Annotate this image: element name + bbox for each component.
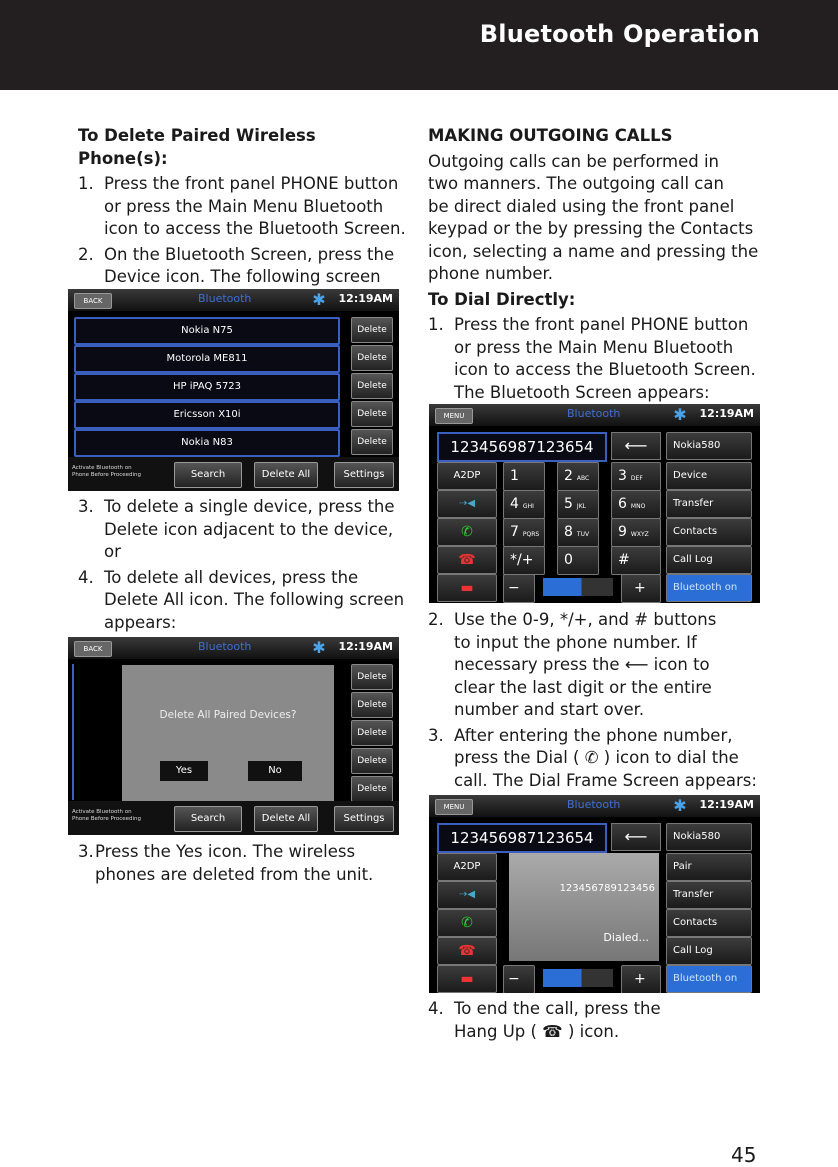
step-text: Press the front panel PHONE button [104,174,399,193]
screen-title: Bluetooth [198,640,252,653]
key-2[interactable]: 2 ABC [557,462,599,491]
volume-up-button[interactable]: + [621,574,661,603]
dial-frame-screenshot [429,795,760,993]
volume-up-button[interactable]: + [621,965,661,993]
device-name: Nokia580 [666,823,752,851]
step-number: 3. [78,497,94,516]
transfer-button[interactable]: Transfer [666,490,752,518]
dialing-number: 123456789123456 [559,883,655,894]
volume-down-button[interactable]: − [503,965,535,993]
step-text: press the Dial ( ✆ ) icon to dial the [454,748,739,767]
delete-button[interactable]: Delete [351,429,393,455]
backspace-button[interactable]: ⟵ [611,432,661,460]
step-text: To end the call, press the [454,999,661,1018]
left-step-5 [78,841,408,886]
step-text: After entering the phone number, [454,725,733,745]
delete-all-button[interactable]: Delete All [254,806,318,832]
bluetooth-icon: ✱ [312,638,326,657]
step-number: 2. [428,610,444,629]
yes-button[interactable]: Yes [160,761,208,781]
screen-topbar [68,637,399,659]
step-number: 4. [428,999,444,1018]
screen-title: Bluetooth [567,798,621,811]
intro-paragraph: Outgoing calls can be performed in two manners. The outgoing call can be direct dialed using the front panel keypad or the by pressing the Contacts icon, selecting a name and pressing the phone number. [428,151,759,283]
menu-button[interactable]: MENU [435,408,473,424]
screen-title: Bluetooth [198,292,252,305]
right-step-4 [428,998,768,1043]
volume-down-button[interactable]: − [503,574,535,603]
key-8[interactable]: 8 TUV [557,518,599,547]
screen-topbar [429,404,760,426]
bluetooth-icon: ✱ [673,405,687,424]
clock: 12:19AM [699,407,754,420]
delete-button[interactable]: Delete [351,664,393,690]
delete-all-screenshot [68,637,399,835]
step-text: to input the phone number. If [454,632,697,652]
end-call-icon[interactable]: ▬ [437,965,497,993]
device-rows-behind [72,664,124,800]
dialog-message: Delete All Paired Devices? [159,709,297,721]
right-heading: MAKING OUTGOING CALLS [428,126,673,145]
delete-button[interactable]: Delete [351,373,393,399]
step-text: Delete icon adjacent to the device, [104,519,394,539]
device-name: Nokia580 [666,432,752,460]
dialed-status: Dialed... [603,931,649,944]
backspace-button[interactable]: ⟵ [611,823,661,851]
step-text: or press the Main Menu Bluetooth [454,337,734,357]
key-6[interactable]: 6 MNO [611,490,661,519]
device-row[interactable]: Nokia N83 [74,429,340,457]
step-number: 1. [78,174,94,193]
step-text: Hang Up ( ☎ ) icon. [454,1021,620,1041]
delete-button[interactable]: Delete [351,720,393,746]
delete-button[interactable]: Delete [351,692,393,718]
settings-button[interactable]: Settings [334,462,394,488]
step-number: 3. [428,725,444,745]
step-text: call. The Dial Frame Screen appears: [454,770,757,790]
transfer-button[interactable]: Transfer [666,881,752,909]
step-text: or press the Main Menu Bluetooth [104,196,384,216]
step-text: Press the Yes icon. The wireless [95,842,356,861]
step-text: appears: [104,612,177,632]
volume-transfer-icon[interactable]: ⇢◀ [437,881,497,909]
step-text: To delete a single device, press the [104,497,395,516]
no-button[interactable]: No [248,761,302,781]
menu-button[interactable]: MENU [435,799,473,815]
step-text: clear the last digit or the entire [454,677,712,697]
page-header [0,0,838,90]
search-button[interactable]: Search [174,462,242,488]
subheading: To Dial Directly: [428,289,576,309]
right-step-2 [428,609,768,722]
delete-button[interactable]: Delete [351,776,393,802]
step-number: 4. [78,567,94,587]
step-text: icon to access the Bluetooth Screen. [104,219,406,238]
step-text: or [104,542,121,561]
right-column [428,125,768,404]
bluetooth-icon: ✱ [673,796,687,815]
left-step-4 [78,567,408,635]
step-text: Device icon. The following screen [104,267,381,286]
key-9[interactable]: 9 WXYZ [611,518,661,547]
screen-topbar [429,795,760,817]
key-5[interactable]: 5 JKL [557,490,599,519]
volume-bar [543,969,613,987]
delete-button[interactable]: Delete [351,748,393,774]
volume-transfer-icon[interactable]: ⇢◀ [437,490,497,518]
delete-all-button[interactable]: Delete All [254,462,318,488]
device-row[interactable]: Nokia N75 [74,317,340,345]
step-number: 3. [78,842,94,861]
device-row[interactable]: HP iPAQ 5723 [74,373,340,401]
dial-frame [509,853,659,961]
step-text: On the Bluetooth Screen, press the [104,244,395,264]
a2dp-button[interactable]: A2DP [437,853,497,881]
key-hash[interactable]: # [611,546,661,575]
device-button[interactable]: Device [666,462,752,490]
step-text: To delete all devices, press the [104,567,359,587]
hint-text: Activate Bluetooth on Phone Before Proceeding [72,809,142,822]
key-7[interactable]: 7 PQRS [503,518,545,547]
search-button[interactable]: Search [174,806,242,832]
hangup-icon[interactable]: ☎ [437,546,497,574]
step-number: 1. [428,315,444,334]
step-text: Use the 0-9, */+, and # buttons [454,610,717,629]
back-button[interactable]: BACK [74,293,112,309]
right-step-1 [428,314,768,404]
key-3[interactable]: 3 DEF [611,462,661,491]
contacts-button[interactable]: Contacts [666,518,752,546]
screen-topbar [68,289,399,311]
left-column-end [78,841,408,886]
call-log-button[interactable]: Call Log [666,937,752,965]
keypad-screenshot [429,404,760,603]
dial-icon[interactable]: ✆ [437,909,497,937]
left-step-3 [78,496,408,564]
key-0[interactable]: 0 [557,546,599,575]
hint-text: Activate Bluetooth on Phone Before Proceeding [72,465,142,478]
screen-bottombar [68,457,399,491]
delete-button[interactable]: Delete [351,317,393,343]
confirm-dialog [122,665,334,801]
dial-icon[interactable]: ✆ [437,518,497,546]
page-number: 45 [731,1143,757,1167]
hangup-icon[interactable]: ☎ [437,937,497,965]
key-4[interactable]: 4 GHI [503,490,545,519]
bluetooth-on-button[interactable]: Bluetooth on [666,965,752,993]
device-list-screenshot [68,289,399,491]
call-log-button[interactable]: Call Log [666,546,752,574]
step-text: The Bluetooth Screen appears: [454,382,710,402]
left-column-mid [78,496,408,634]
screen-title: Bluetooth [567,407,621,420]
step-text: phones are deleted from the unit. [95,864,374,884]
end-call-icon[interactable]: ▬ [437,574,497,602]
bluetooth-on-button[interactable]: Bluetooth on [666,574,752,602]
step-number: 2. [78,244,94,264]
key-1[interactable]: 1 [503,462,545,491]
left-step-1 [78,173,408,241]
delete-button[interactable]: Delete [351,345,393,371]
a2dp-button[interactable]: A2DP [437,462,497,490]
clock: 12:19AM [338,292,393,305]
right-column-end [428,998,768,1043]
contacts-button[interactable]: Contacts [666,909,752,937]
step-text: Delete All icon. The following screen [104,590,405,609]
volume-bar [543,578,613,596]
pair-button[interactable]: Pair [666,853,752,881]
step-text: Press the front panel PHONE button [454,315,749,334]
number-display: 123456987123654 [437,432,607,462]
step-text: necessary press the ⟵ icon to [454,655,710,674]
right-step-3 [428,725,768,793]
settings-button[interactable]: Settings [334,806,394,832]
step-text: number and start over. [454,700,645,719]
device-row[interactable]: Motorola ME811 [74,345,340,373]
bluetooth-icon: ✱ [312,290,326,309]
left-heading: To Delete Paired Wireless Phone(s): [78,126,316,168]
back-button[interactable]: BACK [74,641,112,657]
section-title: Bluetooth Operation [479,20,760,48]
number-display: 123456987123654 [437,823,607,853]
delete-button[interactable]: Delete [351,401,393,427]
clock: 12:19AM [699,798,754,811]
left-column [78,125,408,311]
clock: 12:19AM [338,640,393,653]
step-text: icon to access the Bluetooth Screen. [454,360,756,379]
right-column-mid [428,609,768,792]
screen-bottombar [68,801,399,835]
key-star-plus[interactable]: */+ [503,546,545,575]
device-row[interactable]: Ericsson X10i [74,401,340,429]
